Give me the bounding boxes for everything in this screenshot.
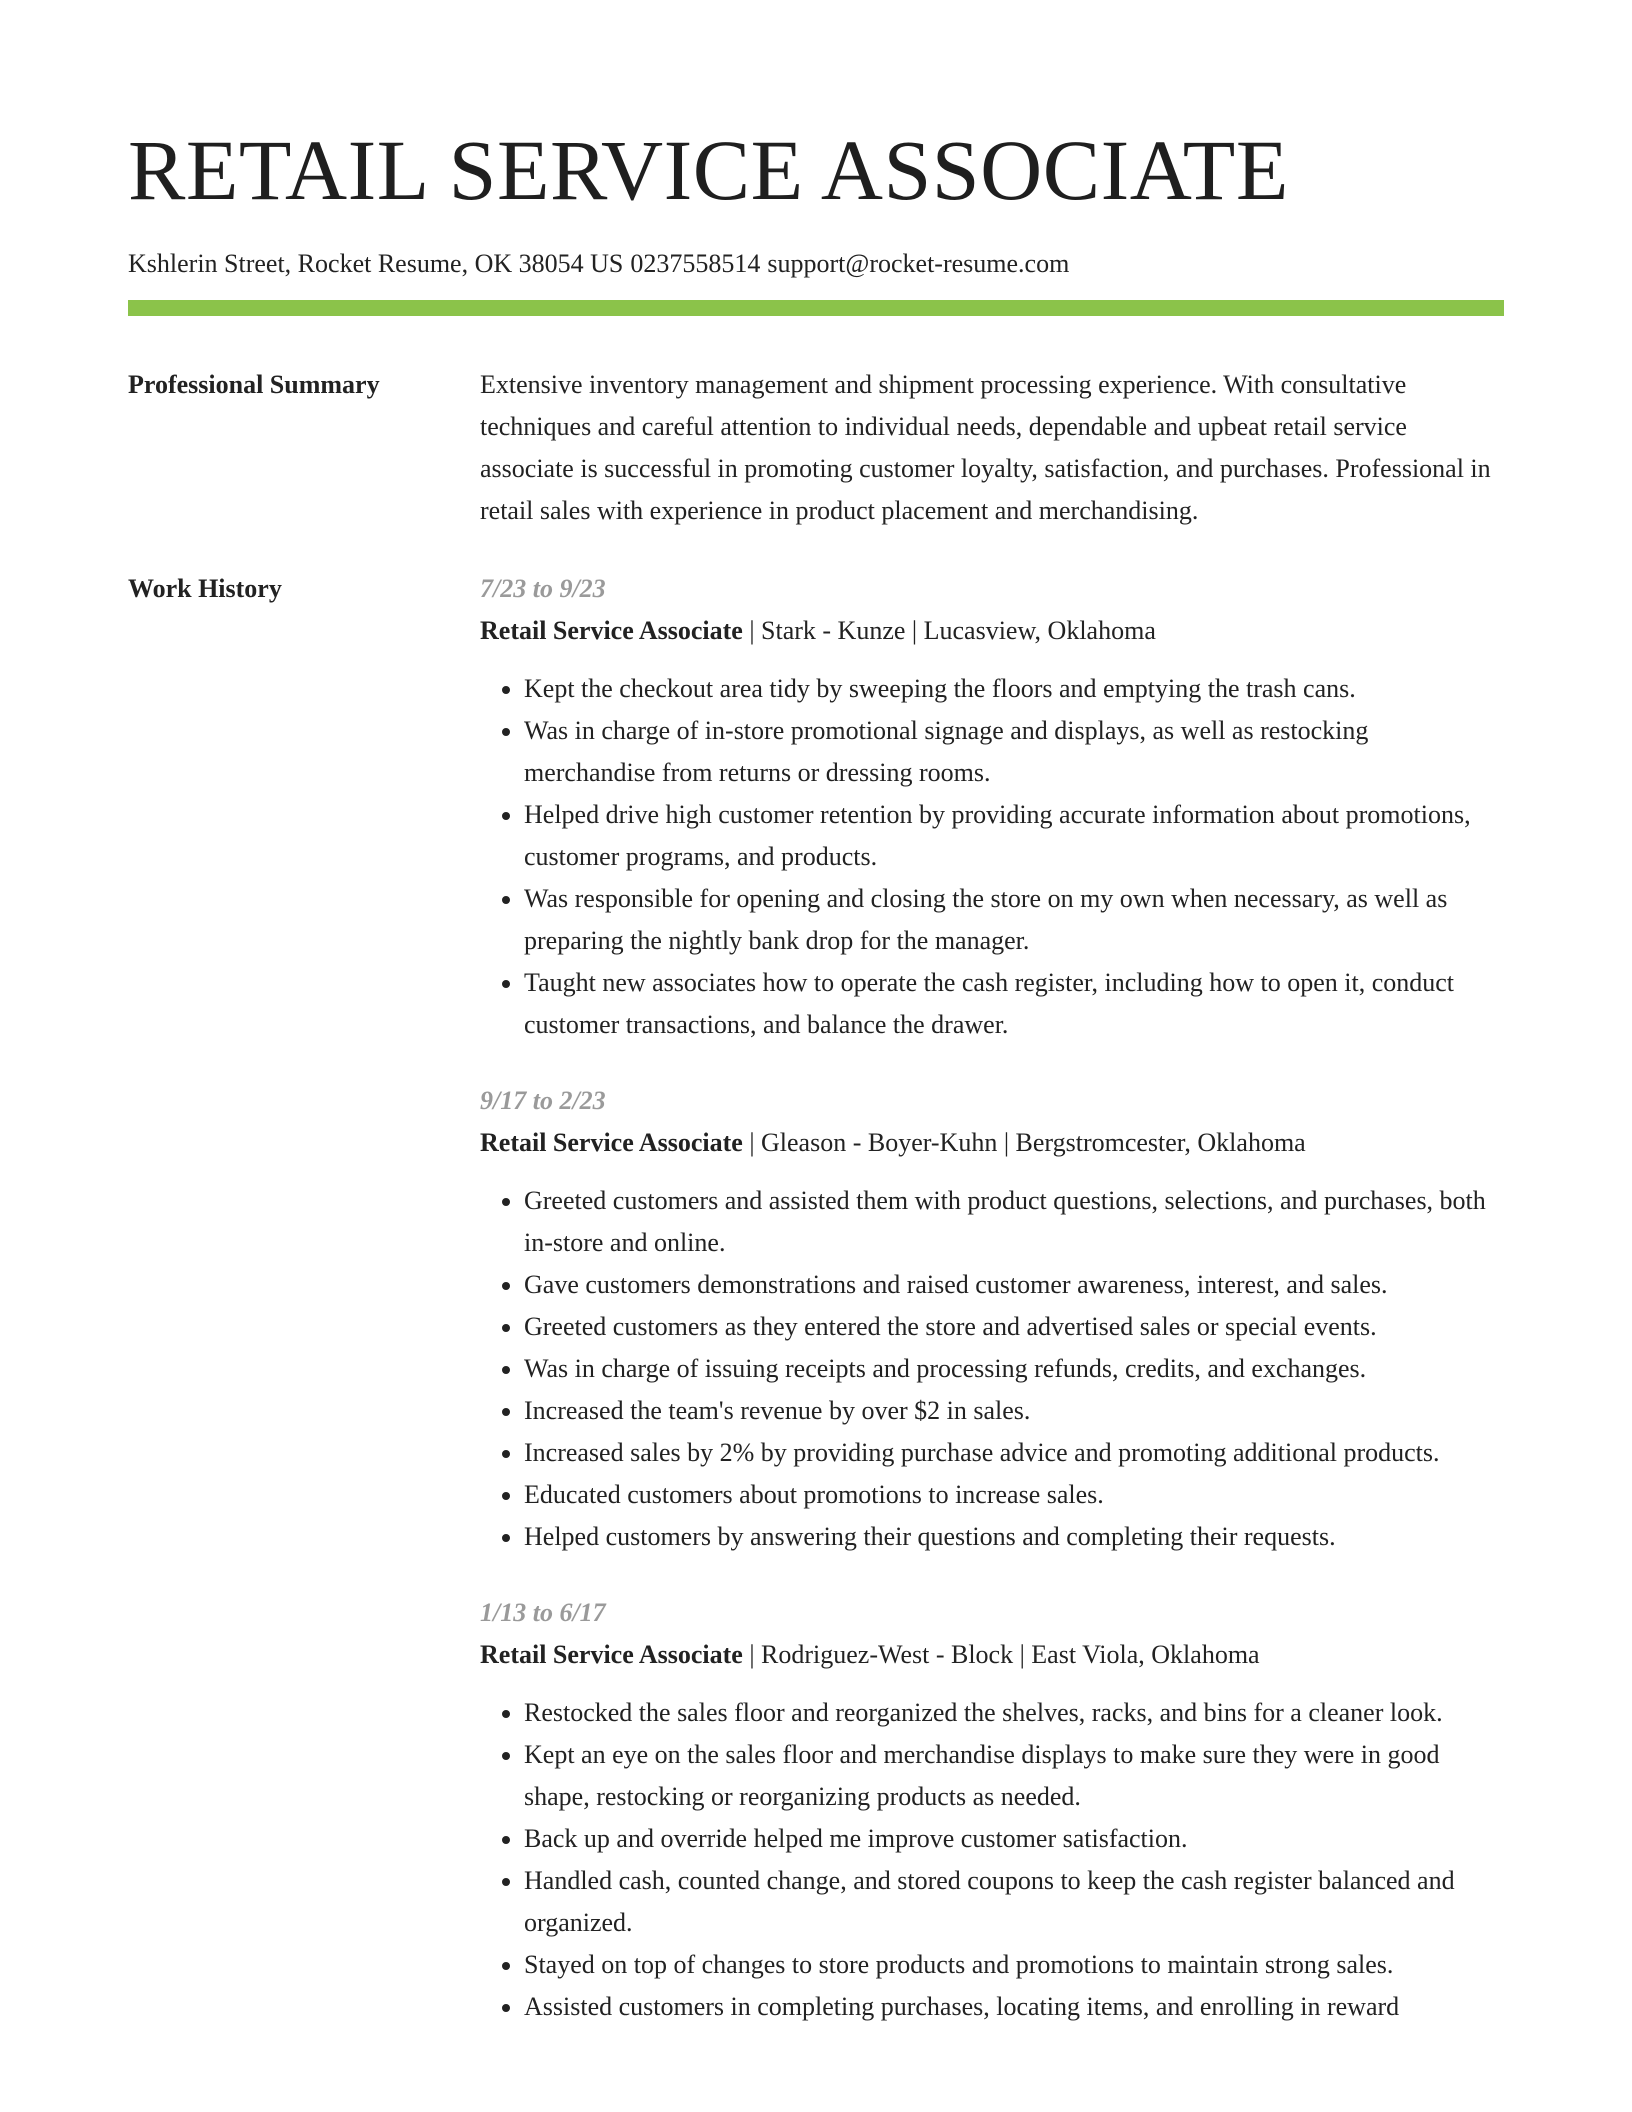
job-dates: 9/17 to 2/23	[480, 1086, 606, 1115]
job-entry	[480, 1592, 1504, 2028]
contact-email: support@rocket-resume.com	[767, 249, 1070, 278]
job-title: Retail Service Associate	[480, 1128, 743, 1157]
summary-text: Extensive inventory management and shipment processing experience. With consultative techniques and careful attention to individual needs, dependable and upbeat retail service associate is successful in promoting customer loyalty, satisfaction, and purchases. Professional in retail sales with experience in product placement and merchandising.	[480, 370, 1491, 525]
job-bullet: • Gave customers demonstrations and raised customer awareness, interest, and sales.	[524, 1264, 1504, 1306]
job-bullet: • Restocked the sales floor and reorganized the shelves, racks, and bins for a cleaner look.	[524, 1692, 1504, 1734]
work-history-heading: Work History	[128, 574, 282, 603]
job-bullet: • Helped customers by answering their questions and completing their requests.	[524, 1516, 1504, 1558]
job-bullet: • Helped drive high customer retention by providing accurate information about promotions, customer programs, and products.	[524, 794, 1504, 878]
job-bullet-list	[480, 1180, 1504, 1558]
job-employer-location: | Gleason - Boyer-Kuhn | Bergstromcester, Oklahoma	[742, 1128, 1306, 1157]
job-bullet: • Educated customers about promotions to increase sales.	[524, 1474, 1504, 1516]
contact-phone: 0237558514	[630, 249, 761, 278]
job-entry	[480, 1080, 1504, 1558]
job-heading	[480, 1122, 1504, 1164]
resume-title: RETAIL SERVICE ASSOCIATE	[128, 122, 1289, 218]
job-bullet: • Assisted customers in completing purchases, locating items, and enrolling in reward	[524, 1986, 1504, 2028]
job-bullet: • Greeted customers as they entered the store and advertised sales or special events.	[524, 1306, 1504, 1348]
job-entry	[480, 568, 1504, 1046]
work-history-list	[480, 568, 1504, 2028]
job-title: Retail Service Associate	[480, 616, 743, 645]
job-title: Retail Service Associate	[480, 1640, 743, 1669]
job-dates: 1/13 to 6/17	[480, 1598, 606, 1627]
job-bullet: • Greeted customers and assisted them with product questions, selections, and purchases, both in-store and online.	[524, 1180, 1504, 1264]
job-bullet: • Was responsible for opening and closing the store on my own when necessary, as well as preparing the nightly bank drop for the manager.	[524, 878, 1504, 962]
job-bullet: • Back up and override helped me improve customer satisfaction.	[524, 1818, 1504, 1860]
job-bullet: • Stayed on top of changes to store products and promotions to maintain strong sales.	[524, 1944, 1504, 1986]
job-heading	[480, 610, 1504, 652]
job-bullet: • Increased sales by 2% by providing purchase advice and promoting additional products.	[524, 1432, 1504, 1474]
job-bullet: • Was in charge of issuing receipts and processing refunds, credits, and exchanges.	[524, 1348, 1504, 1390]
job-bullet-list	[480, 668, 1504, 1046]
job-bullet-list	[480, 1692, 1504, 2028]
job-dates: 7/23 to 9/23	[480, 574, 606, 603]
job-bullet: • Kept an eye on the sales floor and merchandise displays to make sure they were in good shape, restocking or reorganizing products as needed.	[524, 1734, 1504, 1818]
job-heading	[480, 1634, 1504, 1676]
job-bullet: • Was in charge of in-store promotional signage and displays, as well as restocking merchandise from returns or dressing rooms.	[524, 710, 1504, 794]
summary-body	[480, 364, 1504, 532]
summary-section	[128, 364, 1504, 532]
summary-heading: Professional Summary	[128, 370, 380, 399]
job-bullet: • Increased the team's revenue by over $2 in sales.	[524, 1390, 1504, 1432]
contact-address: Kshlerin Street, Rocket Resume, OK 38054 US	[128, 249, 624, 278]
job-bullet: • Taught new associates how to operate the cash register, including how to open it, conduct customer transactions, and balance the drawer.	[524, 962, 1504, 1046]
contact-line	[128, 248, 1504, 280]
job-employer-location: | Stark - Kunze | Lucasview, Oklahoma	[742, 616, 1156, 645]
job-bullet: • Handled cash, counted change, and stored coupons to keep the cash register balanced and organized.	[524, 1860, 1504, 1944]
work-history-section	[128, 568, 1504, 2028]
accent-divider	[128, 300, 1504, 316]
resume-page	[128, 0, 1504, 2028]
job-bullet: • Kept the checkout area tidy by sweeping the floors and emptying the trash cans.	[524, 668, 1504, 710]
job-employer-location: | Rodriguez-West - Block | East Viola, Oklahoma	[742, 1640, 1260, 1669]
